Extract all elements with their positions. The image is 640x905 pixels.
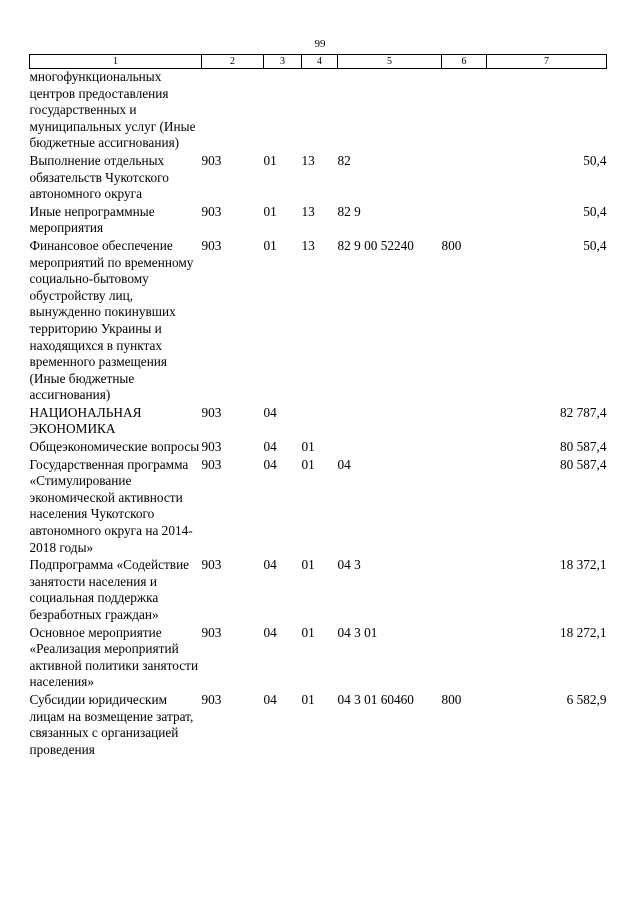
target-article-code-cell <box>338 439 442 457</box>
expense-type-code-cell <box>442 405 487 439</box>
admin-code-cell <box>202 69 264 153</box>
section-code-cell: 04 <box>263 456 277 472</box>
row-name-cell: НАЦИОНАЛЬНАЯ ЭКОНОМИКА <box>29 404 142 437</box>
target-article-code-cell: 04 3 <box>337 557 361 573</box>
amount-cell: 18 272,1 <box>559 624 607 640</box>
section-code-cell: 04 <box>263 557 277 573</box>
row-name-cell: многофункциональных центров предоставления государственных и муниципальных услуг (Иные бюджетные ассигнования) <box>29 69 196 151</box>
row-name-cell: Государственная программа «Стимулирование экономической активности населения Чукотского автономного округа на 2014-2018 годы» <box>29 456 193 555</box>
page-number: 99 <box>314 38 326 50</box>
admin-code-cell: 903 <box>201 557 222 573</box>
expense-type-code-cell: 800 <box>441 691 462 707</box>
subsection-code-cell: 01 <box>301 456 315 472</box>
admin-code-cell: 903 <box>201 691 222 707</box>
table-row <box>30 238 607 405</box>
column-number-row <box>30 55 607 69</box>
row-name-cell: Подпрограмма «Содействие занятости населения и социальная поддержка безработных граждан» <box>29 557 190 622</box>
section-code-cell: 01 <box>263 152 277 168</box>
target-article-code-cell: 82 9 <box>337 203 361 219</box>
amount-cell: 80 587,4 <box>559 439 607 455</box>
expense-type-code-cell <box>442 69 487 153</box>
subsection-code-cell <box>302 405 338 439</box>
expense-type-code-cell <box>442 625 487 692</box>
row-name-cell: Основное мероприятие «Реализация мероприятий активной политики занятости населения» <box>29 624 199 690</box>
table-row <box>30 69 607 153</box>
column-header: 7 <box>487 55 607 69</box>
table-row <box>30 153 607 204</box>
section-code-cell <box>264 69 302 153</box>
table-row <box>30 692 607 759</box>
subsection-code-cell: 01 <box>301 691 315 707</box>
subsection-code-cell: 01 <box>301 439 315 455</box>
row-name-cell: Субсидии юридическим лицам на возмещение затрат, связанных с организацией проведения <box>29 691 194 757</box>
column-header: 3 <box>264 55 302 69</box>
amount-cell <box>487 69 607 153</box>
target-article-code-cell <box>338 405 442 439</box>
amount-cell: 50,4 <box>583 203 607 219</box>
table-row <box>30 625 607 692</box>
row-name-cell: Выполнение отдельных обязательств Чукотского автономного округа <box>29 152 169 202</box>
admin-code-cell: 903 <box>201 624 222 640</box>
target-article-code-cell: 04 <box>337 456 351 472</box>
table-row <box>30 204 607 238</box>
column-header: 1 <box>30 55 202 69</box>
expense-type-code-cell <box>442 204 487 238</box>
target-article-code-cell: 04 3 01 60460 <box>337 691 414 707</box>
admin-code-cell: 903 <box>201 237 222 253</box>
subsection-code-cell: 13 <box>301 237 315 253</box>
subsection-code-cell: 01 <box>301 624 315 640</box>
admin-code-cell: 903 <box>201 203 222 219</box>
subsection-code-cell: 01 <box>301 557 315 573</box>
column-header: 6 <box>442 55 487 69</box>
admin-code-cell: 903 <box>201 439 222 455</box>
amount-cell: 18 372,1 <box>559 557 607 573</box>
expense-type-code-cell <box>442 457 487 558</box>
target-article-code-cell: 04 3 01 <box>337 624 378 640</box>
amount-cell: 50,4 <box>583 152 607 168</box>
expense-type-code-cell: 800 <box>441 237 462 253</box>
expense-type-code-cell <box>442 439 487 457</box>
expense-type-code-cell <box>442 557 487 624</box>
amount-cell: 82 787,4 <box>559 404 607 420</box>
expense-type-code-cell <box>442 153 487 204</box>
table-row <box>30 557 607 624</box>
admin-code-cell: 903 <box>201 152 222 168</box>
budget-table <box>29 54 607 759</box>
section-code-cell: 01 <box>263 237 277 253</box>
section-code-cell: 04 <box>263 691 277 707</box>
section-code-cell: 04 <box>263 439 277 455</box>
amount-cell: 50,4 <box>583 237 607 253</box>
section-code-cell: 04 <box>263 624 277 640</box>
column-header: 5 <box>338 55 442 69</box>
amount-cell: 80 587,4 <box>559 456 607 472</box>
target-article-code-cell: 82 <box>337 152 351 168</box>
section-code-cell: 04 <box>263 404 277 420</box>
subsection-code-cell: 13 <box>301 203 315 219</box>
section-code-cell: 01 <box>263 203 277 219</box>
row-name-cell: Финансовое обеспечение мероприятий по временному социально-бытовому обустройству лиц, вынужденно покинувших территорию Украины и находящихся в пунктах временного размещения (Иные бюджетные ассигнования) <box>29 237 194 403</box>
row-name-cell: Общеэкономические вопросы <box>29 439 200 455</box>
target-article-code-cell: 82 9 00 52240 <box>337 237 414 253</box>
table-row <box>30 439 607 457</box>
target-article-code-cell <box>338 69 442 153</box>
subsection-code-cell <box>302 69 338 153</box>
admin-code-cell: 903 <box>201 456 222 472</box>
column-header: 4 <box>302 55 338 69</box>
table-row <box>30 405 607 439</box>
row-name-cell: Иные непрограммные мероприятия <box>29 203 155 236</box>
admin-code-cell: 903 <box>201 404 222 420</box>
table-row <box>30 457 607 558</box>
subsection-code-cell: 13 <box>301 152 315 168</box>
amount-cell: 6 582,9 <box>566 691 607 707</box>
column-header: 2 <box>202 55 264 69</box>
